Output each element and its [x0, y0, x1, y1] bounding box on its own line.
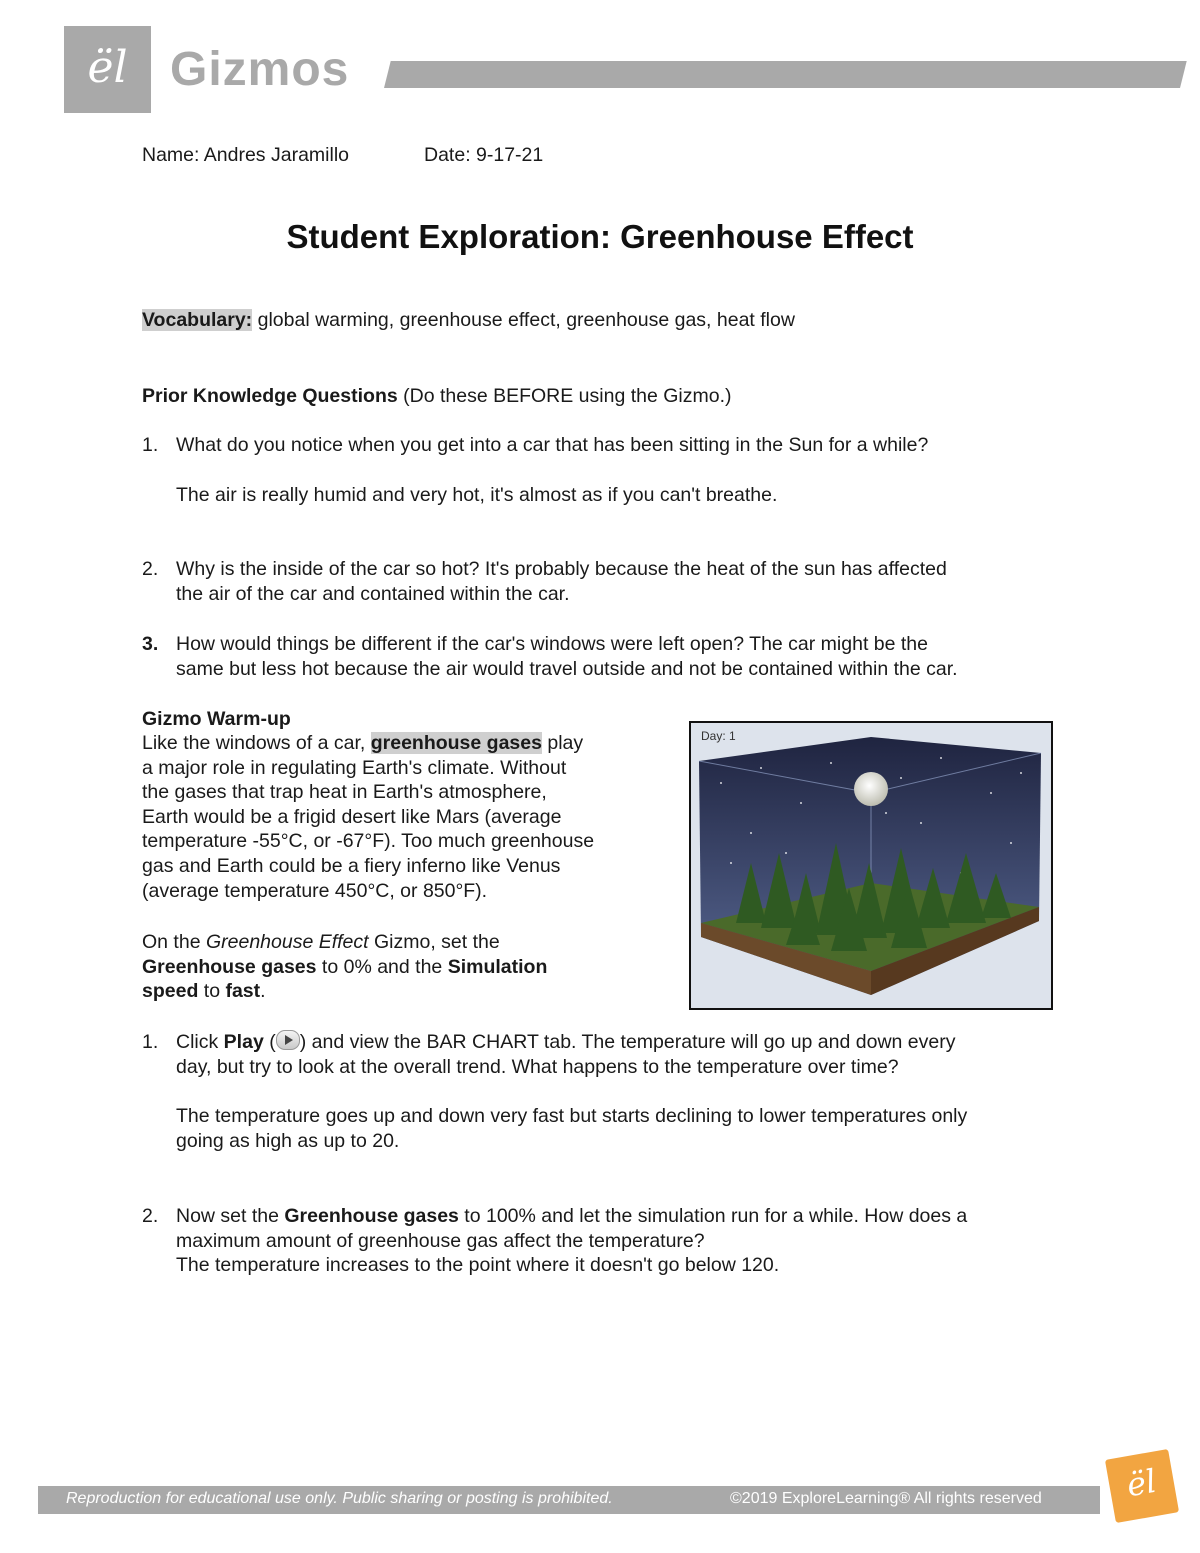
question-number: 3. — [142, 633, 159, 655]
answer-line: going as high as up to 20. — [176, 1129, 400, 1152]
text-run: ( — [263, 1031, 276, 1053]
text-run: to 100% and let the simulation run for a while. How does a — [458, 1205, 968, 1227]
simulation-screenshot — [689, 721, 1053, 1010]
question-number: 1. — [142, 1031, 159, 1053]
footer-logo-glyph: ël — [1123, 1461, 1160, 1505]
vocabulary-line — [142, 308, 795, 333]
question-line: same but less hot because the air would travel outside and not be contained within the car. — [176, 657, 958, 680]
question-text — [176, 557, 1056, 606]
question-text — [176, 1030, 1056, 1079]
question-line — [176, 1204, 1056, 1229]
student-name: Name: Andres Jaramillo — [142, 144, 349, 166]
answer-text — [176, 1104, 1056, 1153]
instruction-line — [142, 979, 662, 1004]
answer-text: The air is really humid and very hot, it's almost as if you can't breathe. — [176, 484, 778, 506]
warmup-line: a major role in regulating Earth's climate. Without — [142, 756, 567, 779]
text-run: . — [260, 980, 266, 1003]
question-text — [176, 632, 1056, 681]
question-text — [176, 1204, 1056, 1278]
text-run: Like the windows of a car, — [142, 732, 371, 754]
instruction-line — [142, 955, 662, 980]
warmup-line: (average temperature 450°C, or 850°F). — [142, 879, 488, 902]
text-run: to 0% and the — [316, 955, 448, 978]
logo-glyph: ël — [87, 42, 128, 93]
question-number: 1. — [142, 434, 159, 456]
text-run: Gizmo, set the — [368, 931, 500, 953]
warmup-instructions — [142, 930, 662, 1004]
warmup-line — [142, 731, 662, 756]
question-line: How would things be different if the car's windows were left open? The car might be the — [176, 633, 928, 655]
setting-name: Simulation — [447, 955, 548, 978]
warmup-line: temperature -55°C, or -67°F). Too much greenhouse — [142, 830, 595, 853]
key-term: greenhouse gases — [370, 732, 542, 754]
day-label: Day: 1 — [701, 729, 736, 743]
text-run: to — [198, 980, 226, 1003]
play-label: Play — [223, 1031, 264, 1053]
text-run: Click — [176, 1031, 224, 1053]
question-line: day, but try to look at the overall trend. What happens to the temperature over time? — [176, 1055, 899, 1078]
greenhouse-box-illustration — [691, 723, 1051, 1008]
page-title: Student Exploration: Greenhouse Effect — [286, 218, 914, 255]
gizmo-name: Greenhouse Effect — [205, 931, 369, 953]
prior-knowledge-title: Prior Knowledge Questions — [142, 385, 398, 407]
date-field: Date: 9-17-21 — [424, 144, 544, 166]
question-number: 2. — [142, 558, 159, 580]
question-line: Why is the inside of the car so hot? It's probably because the heat of the sun has affected — [176, 558, 947, 580]
answer-line: The temperature goes up and down very fast but starts declining to lower temperatures only — [176, 1105, 968, 1127]
warmup-line: gas and Earth could be a fiery inferno like Venus — [142, 854, 561, 877]
setting-name: speed — [142, 980, 199, 1003]
warmup-line: Earth would be a frigid desert like Mars (average — [142, 805, 562, 828]
prior-knowledge-note: (Do these BEFORE using the Gizmo.) — [403, 385, 732, 407]
answer-line: The temperature increases to the point where it doesn't go below 120. — [176, 1254, 780, 1277]
question-number: 2. — [142, 1205, 159, 1227]
text-run: Now set the — [176, 1205, 285, 1227]
question-line — [176, 1030, 1056, 1055]
setting-value: fast — [225, 980, 261, 1003]
prior-knowledge-heading — [142, 384, 732, 409]
warmup-paragraph — [142, 731, 662, 903]
vocabulary-terms: global warming, greenhouse effect, greenhouse gas, heat flow — [257, 309, 795, 331]
question-line: the air of the car and contained within the car. — [176, 582, 570, 605]
play-icon — [276, 1030, 300, 1050]
instruction-line — [142, 930, 662, 955]
header-bar — [384, 61, 1187, 88]
text-run: ) and view the BAR CHART tab. The temperature will go up and down every — [299, 1031, 956, 1053]
footer-logo — [1105, 1449, 1179, 1523]
warmup-heading: Gizmo Warm-up — [142, 708, 291, 730]
explorelearning-logo — [64, 26, 151, 113]
vocabulary-label: Vocabulary: — [142, 309, 253, 331]
footer-copyright: ©2019 ExploreLearning® All rights reserved — [730, 1490, 1042, 1507]
text-run: On the — [142, 931, 206, 953]
warmup-line: the gases that trap heat in Earth's atmosphere, — [142, 781, 547, 804]
brand-title: Gizmos — [170, 43, 350, 96]
question-line: maximum amount of greenhouse gas affect the temperature? — [176, 1229, 705, 1252]
setting-name: Greenhouse gases — [142, 955, 317, 978]
question-text: What do you notice when you get into a car that has been sitting in the Sun for a while? — [176, 434, 929, 456]
text-run: play — [541, 732, 584, 754]
footer-disclaimer: Reproduction for educational use only. Public sharing or posting is prohibited. — [66, 1490, 613, 1507]
setting-name: Greenhouse gases — [284, 1205, 459, 1227]
